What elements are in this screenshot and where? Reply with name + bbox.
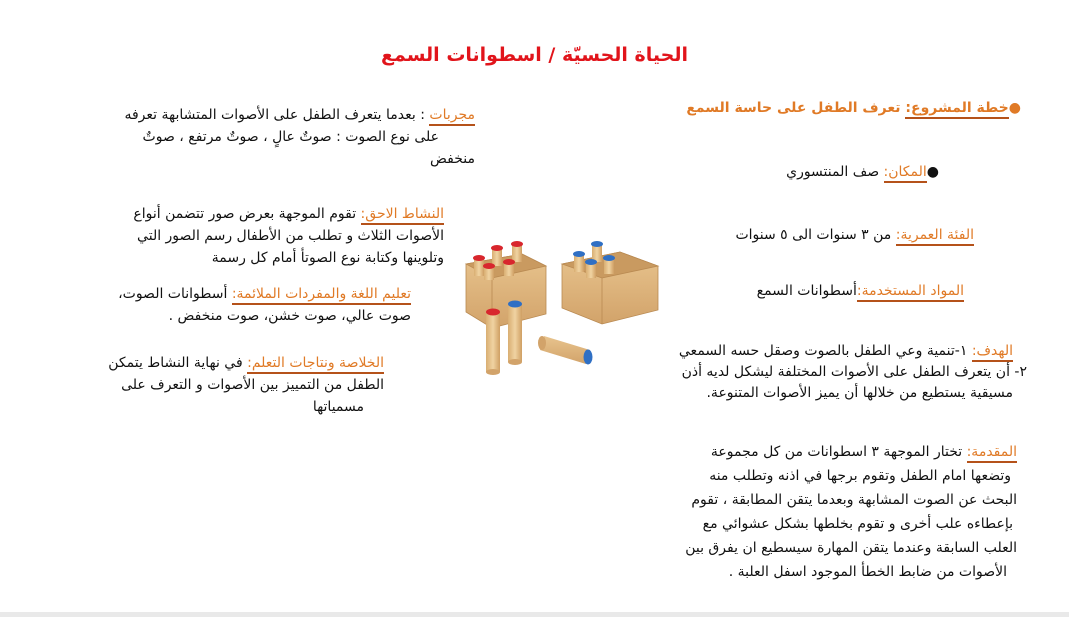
language-vocabulary-line-2: صوت عالي، صوت خشن، صوت منخفض .	[168, 308, 411, 324]
introduction-label: المقدمة:	[967, 444, 1017, 463]
language-vocabulary-label: تعليم اللغة والمفردات الملائمة:	[232, 286, 411, 305]
language-vocabulary	[51, 283, 411, 327]
place-label: المكان:	[884, 164, 927, 183]
place-text: صف المنتسوري	[786, 164, 884, 180]
age-group-text: من ٣ سنوات الى ٥ سنوات	[735, 227, 896, 243]
introduction-line-1: تختار الموجهة ٣ اسطوانات من كل مجموعة	[710, 444, 967, 460]
introduction-line-2: وتضعها امام الطفل وتقوم برجها في اذنه وتطلب منه	[709, 468, 1011, 484]
sound-cylinders-image	[462, 236, 662, 376]
bullet-icon: ●	[1008, 100, 1021, 116]
introduction-line-3: البحث عن الصوت المشابهة وبعدما يتقن المطابقة ، تقوم	[691, 492, 1017, 508]
follow-up-activity	[74, 203, 444, 269]
summary-outcomes	[54, 352, 384, 418]
project-plan-label: خطة المشروع:	[905, 100, 1008, 119]
goal-label: الهدف:	[972, 343, 1013, 362]
summary-outcomes-line-1: في نهاية النشاط يتمكن	[108, 355, 248, 371]
bullet-icon: ●	[926, 164, 939, 180]
page-bottom-edge	[0, 612, 1069, 617]
goal-line-1: ١-تنمية وعي الطفل بالصوت وصقل حسه السمعي	[678, 343, 972, 359]
introduction-line-5: العلب السابقة وعندما يتقن المهارة سيسطيع ان يفرق بين	[685, 540, 1017, 556]
experiments	[65, 104, 475, 170]
project-plan-text: تعرف الطفل على حاسة السمع	[686, 100, 906, 116]
place	[786, 162, 939, 183]
summary-outcomes-line-2: الطفل من التمييز بين الأصوات و التعرف على	[121, 377, 384, 393]
summary-outcomes-line-3: مسمياتها	[312, 399, 364, 415]
follow-up-activity-label: النشاط الاحق:	[361, 206, 444, 225]
introduction-line-4: بإعطاءه علب أخرى و تقوم بخلطها بشكل عشوائي مع	[702, 516, 1013, 532]
experiments-line-1: : بعدما يتعرف الطفل على الأصوات المتشابهة تعرفه	[124, 107, 430, 123]
goal-line-2: ٢- أن يتعرف الطفل على الأصوات المختلفة ليشكل لديه أذن	[681, 364, 1027, 380]
follow-up-activity-line-3: وتلوينها وكتابة نوع الصوتأ أمام كل رسمة	[211, 250, 444, 266]
goal	[607, 341, 1027, 404]
age-group-label: الفئة العمرية:	[896, 227, 974, 246]
summary-outcomes-label: الخلاصة ونتاجات التعلم:	[247, 355, 384, 374]
materials	[757, 281, 964, 302]
project-plan	[686, 98, 1021, 119]
materials-text: أسطوانات السمع	[756, 283, 857, 299]
follow-up-activity-line-2: الأصوات الثلاث و تطلب من الأطفال رسم الصور التي	[137, 228, 444, 244]
experiments-line-3: منخفض	[430, 151, 475, 167]
introduction	[617, 440, 1017, 584]
language-vocabulary-line-1: أسطوانات الصوت،	[118, 286, 232, 302]
lying-cylinder	[538, 336, 593, 365]
experiments-label: مجربات	[429, 107, 475, 126]
experiments-line-2: على نوع الصوت : صوتٌ عالٍ ، صوتٌ مرتفع ، صوتٌ	[142, 129, 439, 145]
age-group	[735, 225, 974, 246]
goal-line-3: مسيقية يستطيع من خلالها أن يميز الأصوات المتنوعة.	[706, 385, 1013, 401]
materials-label: المواد المستخدمة:	[857, 283, 964, 302]
introduction-line-6: الأصوات من ضابط الخطأ الموجود اسفل العلبة .	[728, 564, 1007, 580]
follow-up-activity-line-1: تقوم الموجهة بعرض صور تتضمن أنواع	[133, 206, 361, 222]
blue-cylinder-box	[562, 241, 658, 324]
page-title: الحياة الحسيّة / اسطوانات السمع	[381, 44, 688, 66]
red-cylinder-box	[466, 241, 546, 328]
